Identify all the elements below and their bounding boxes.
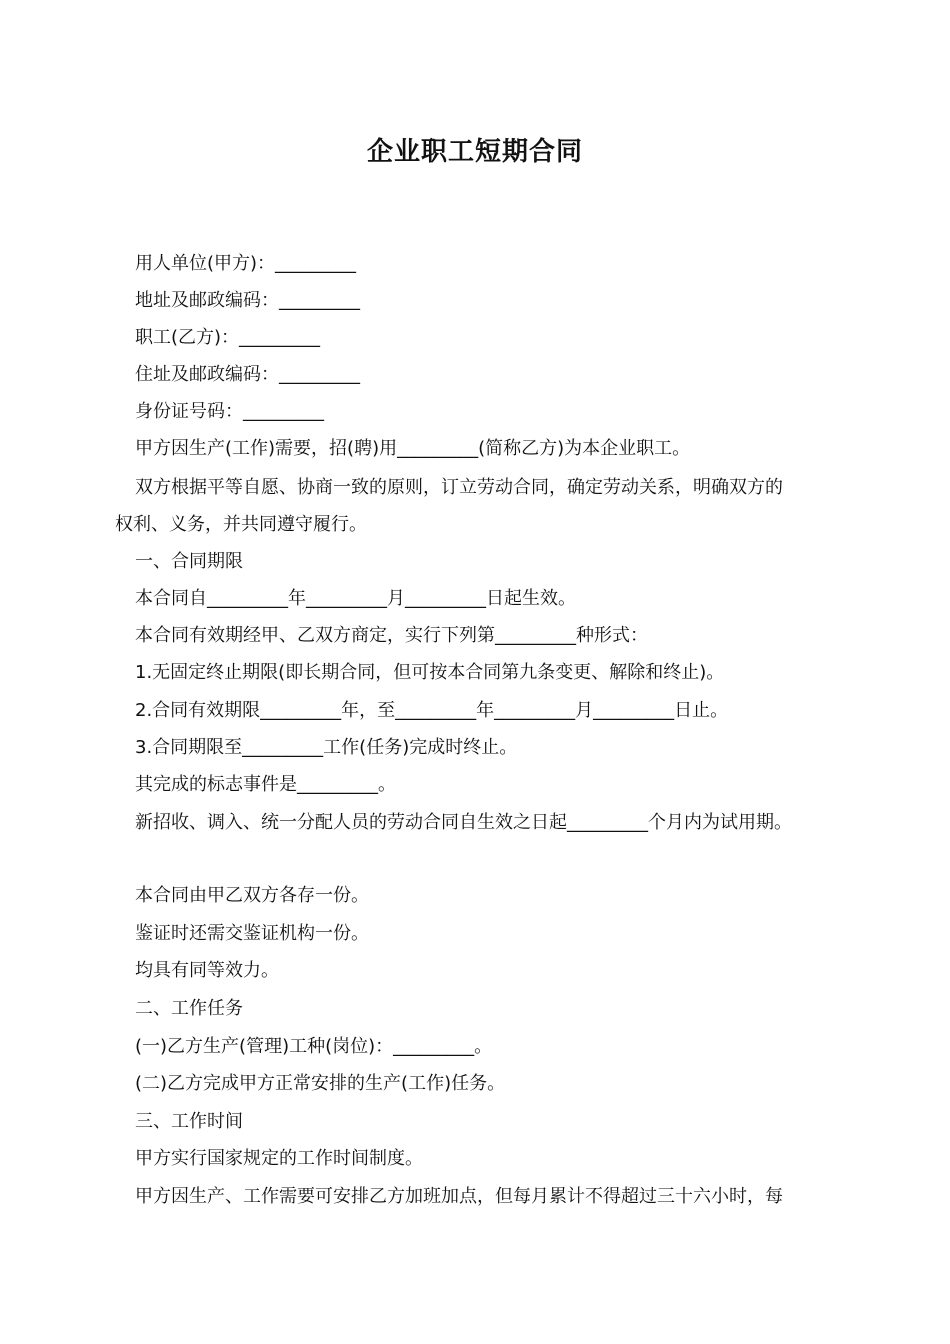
principle-paragraph-line-2: 权利、义务，并共同遵守履行。 [115,514,367,535]
employer-address-field: 地址及邮政编码：_________ [135,290,360,311]
employee-address-field: 住址及邮政编码：_________ [135,364,360,385]
section-heading-work-tasks: 二、工作任务 [135,998,243,1019]
overtime-line: 甲方因生产、工作需要可安排乙方加班加点，但每月累计不得超过三十六小时，每 [135,1186,783,1207]
id-number-field: 身份证号码：_________ [135,401,324,422]
section-heading-contract-term: 一、合同期限 [135,551,243,572]
term-option-2: 2.合同有效期限_________年，至_________年_________月_________日止。 [135,700,729,721]
term-option-3: 3.合同期限至_________工作(任务)完成时终止。 [135,737,518,758]
term-form-line: 本合同有效期经甲、乙双方商定，实行下列第_________种形式： [135,625,648,646]
work-hours-line: 甲方实行国家规定的工作时间制度。 [135,1148,423,1169]
employee-field: 职工(乙方)：_________ [135,327,321,348]
term-option-1: 1.无固定终止期限(即长期合同，但可按本合同第九条变更、解除和终止)。 [135,662,725,683]
effective-date-line: 本合同自_________年_________月_________日起生效。 [135,588,576,609]
principle-paragraph-line-1: 双方根据平等自愿、协商一致的原则，订立劳动合同，确定劳动关系，明确双方的 [135,477,783,498]
section-heading-work-hours: 三、工作时间 [135,1111,243,1132]
work-task-item-1: (一)乙方生产(管理)工种(岗位)：_________。 [135,1036,493,1057]
employer-field: 用人单位(甲方)：_________ [135,253,357,274]
work-task-item-2: (二)乙方完成甲方正常安排的生产(工作)任务。 [135,1073,506,1094]
probation-line: 新招收、调入、统一分配人员的劳动合同自生效之日起_________个月内为试用期。 [135,812,792,833]
equal-validity-line: 均具有同等效力。 [135,960,279,981]
completion-event-line: 其完成的标志事件是_________。 [135,774,396,795]
hiring-paragraph: 甲方因生产(工作)需要，招(聘)用_________(简称乙方)为本企业职工。 [135,438,691,459]
notarization-line: 鉴证时还需交鉴证机构一份。 [135,923,369,944]
document-title: 企业职工短期合同 [366,137,583,167]
copies-line: 本合同由甲乙双方各存一份。 [135,885,369,906]
